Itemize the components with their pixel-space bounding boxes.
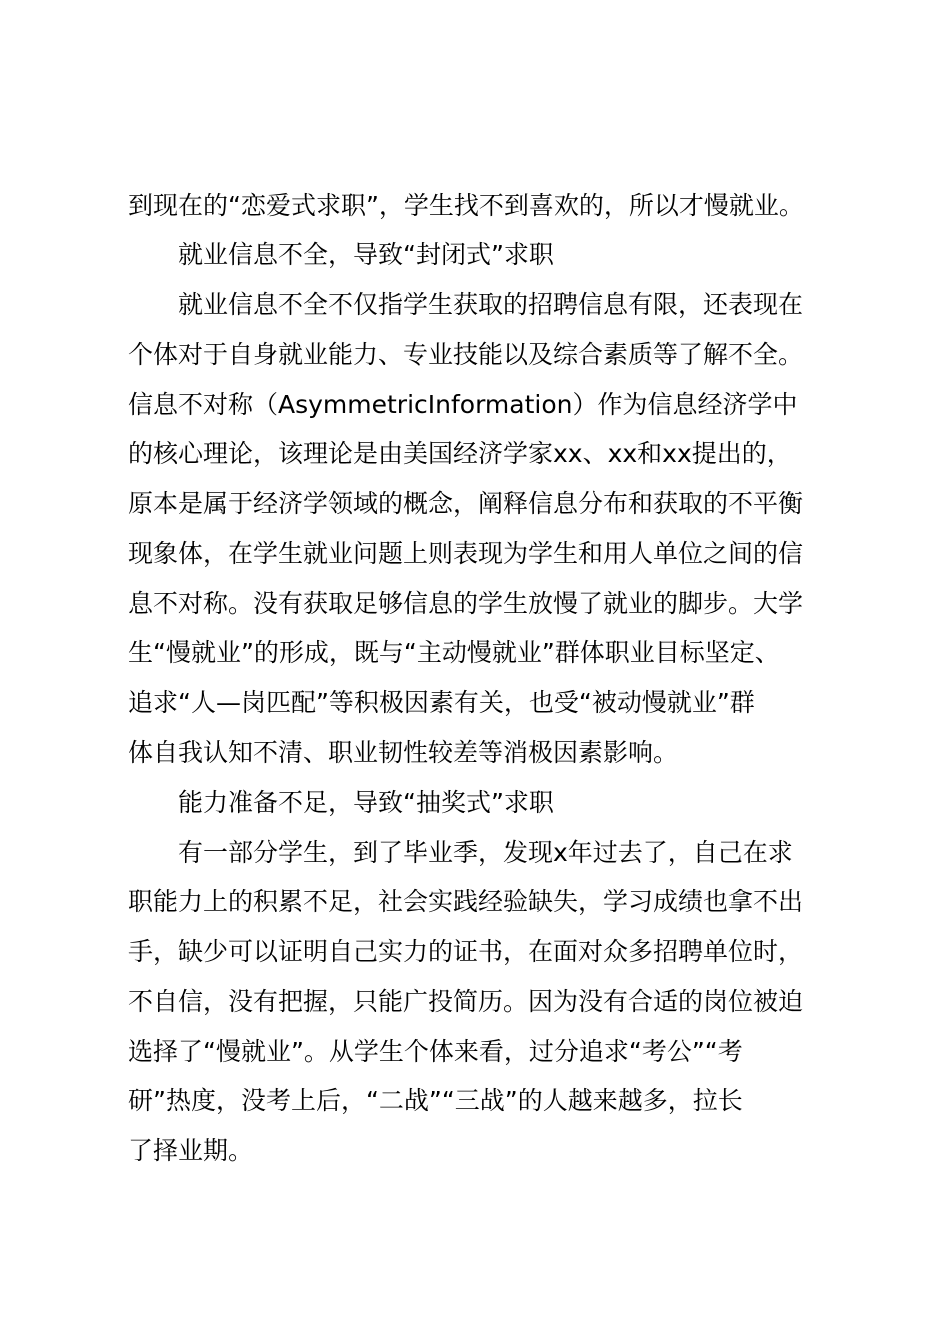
paragraph-line: 体自我认知不清、职业韧性较差等消极因素影响。: [128, 738, 679, 767]
paragraph-line: 现象体，在学生就业问题上则表现为学生和用人单位之间的信: [128, 539, 804, 568]
paragraph-line: 了择业期。: [128, 1136, 254, 1165]
paragraph-line: 到现在的“恋爱式求职”，学生找不到喜欢的，所以才慢就业。: [128, 191, 804, 220]
paragraph-line: 信息不对称（AsymmetricInformation）作为信息经济学中: [128, 390, 798, 419]
paragraph-line: 选择了“慢就业”。从学生个体来看，过分追求“考公”“考: [128, 1037, 743, 1066]
paragraph-line: 追求“人—岗匹配”等积极因素有关，也受“被动慢就业”群: [128, 688, 755, 717]
paragraph-line: 息不对称。没有获取足够信息的学生放慢了就业的脚步。大学: [128, 589, 804, 618]
paragraph-line: 研”热度，没考上后，“二战”“三战”的人越来越多，拉长: [128, 1086, 743, 1115]
paragraph-line: 个体对于自身就业能力、专业技能以及综合素质等了解不全。: [128, 340, 804, 369]
paragraph-line: 就业信息不全不仅指学生获取的招聘信息有限，还表现在: [178, 290, 804, 319]
paragraph-line: 的核心理论，该理论是由美国经济学家xx、xx和xx提出的，: [128, 439, 792, 468]
section-heading-ability: 能力准备不足，导致“抽奖式”求职: [178, 788, 554, 817]
paragraph-line: 职能力上的积累不足，社会实践经验缺失，学习成绩也拿不出: [128, 887, 804, 916]
paragraph-line: 生“慢就业”的形成，既与“主动慢就业”群体职业目标坚定、: [128, 638, 780, 667]
paragraph-line: 有一部分学生，到了毕业季，发现x年过去了，自己在求: [178, 838, 793, 867]
paragraph-line: 不自信，没有把握，只能广投简历。因为没有合适的岗位被迫: [128, 987, 804, 1016]
paragraph-line: 手，缺少可以证明自己实力的证书，在面对众多招聘单位时，: [128, 937, 804, 966]
paragraph-line: 原本是属于经济学领域的概念，阐释信息分布和获取的不平衡: [128, 489, 804, 518]
section-heading-information: 就业信息不全，导致“封闭式”求职: [178, 240, 554, 269]
